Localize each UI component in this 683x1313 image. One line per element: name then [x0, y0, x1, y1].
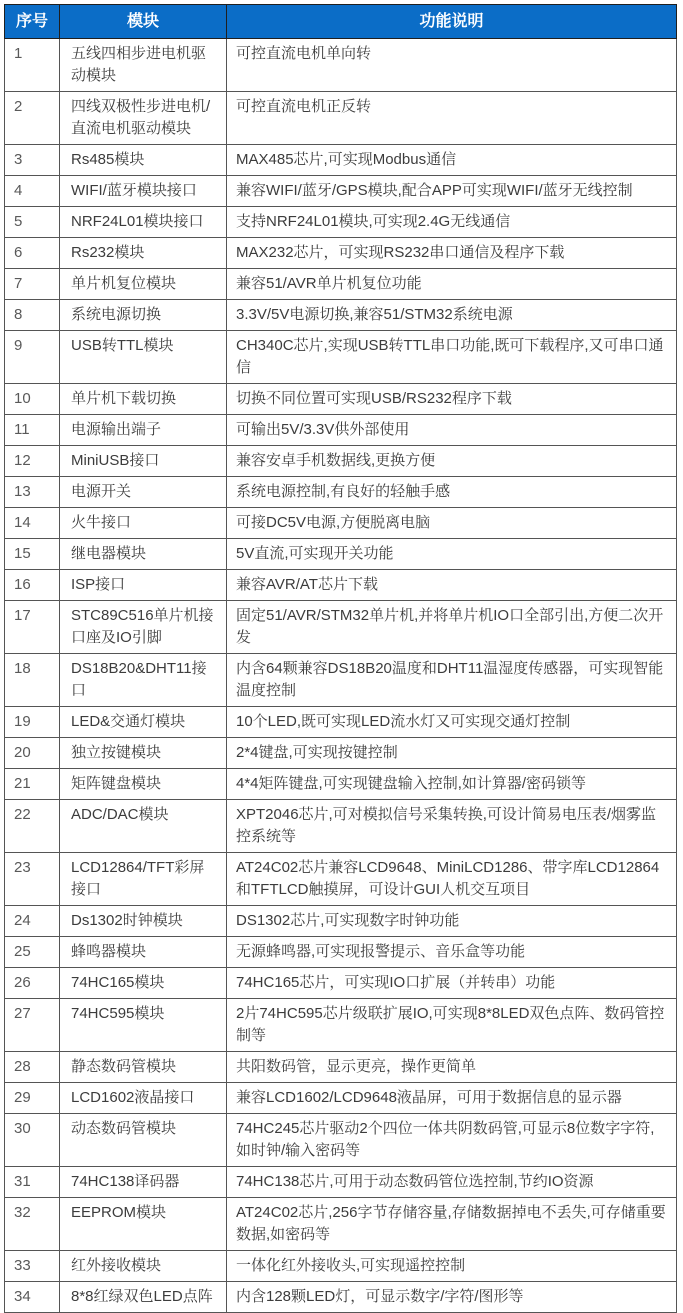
- function-description-cell: 一体化红外接收头,可实现遥控控制: [227, 1251, 677, 1282]
- module-name-cell: DS18B20&DHT11接口: [60, 654, 227, 707]
- row-index-cell: 23: [5, 853, 60, 906]
- function-description-cell: 3.3V/5V电源切换,兼容51/STM32系统电源: [227, 300, 677, 331]
- table-row: [5, 601, 677, 654]
- module-name-cell: 四线双极性步进电机/直流电机驱动模块: [60, 92, 227, 145]
- row-index-cell: 16: [5, 570, 60, 601]
- module-name-cell: 74HC165模块: [60, 968, 227, 999]
- module-name-cell: 矩阵键盘模块: [60, 769, 227, 800]
- row-index-cell: 30: [5, 1114, 60, 1167]
- function-description-cell: 内含128颗LED灯，可显示数字/字符/图形等: [227, 1282, 677, 1313]
- module-name-cell: 动态数码管模块: [60, 1114, 227, 1167]
- table-row: [5, 800, 677, 853]
- module-name-cell: LED&交通灯模块: [60, 707, 227, 738]
- table-row: [5, 707, 677, 738]
- column-header-index: 序号: [5, 5, 60, 39]
- table-row: [5, 1114, 677, 1167]
- module-name-cell: EEPROM模块: [60, 1198, 227, 1251]
- table-row: [5, 331, 677, 384]
- table-row: [5, 738, 677, 769]
- module-name-cell: Ds1302时钟模块: [60, 906, 227, 937]
- row-index-cell: 28: [5, 1052, 60, 1083]
- table-row: [5, 1083, 677, 1114]
- table-row: [5, 415, 677, 446]
- column-header-description: 功能说明: [227, 5, 677, 39]
- column-header-module: 模块: [60, 5, 227, 39]
- row-index-cell: 25: [5, 937, 60, 968]
- module-name-cell: LCD12864/TFT彩屏接口: [60, 853, 227, 906]
- table-row: [5, 853, 677, 906]
- module-name-cell: MiniUSB接口: [60, 446, 227, 477]
- module-name-cell: ISP接口: [60, 570, 227, 601]
- row-index-cell: 1: [5, 39, 60, 92]
- table-row: [5, 477, 677, 508]
- function-description-cell: 5V直流,可实现开关功能: [227, 539, 677, 570]
- table-row: [5, 207, 677, 238]
- table-row: [5, 1167, 677, 1198]
- table-header-row: [5, 5, 677, 39]
- function-description-cell: 系统电源控制,有良好的轻触手感: [227, 477, 677, 508]
- function-description-cell: 可接DC5V电源,方便脱离电脑: [227, 508, 677, 539]
- table-row: [5, 968, 677, 999]
- function-description-cell: 可控直流电机正反转: [227, 92, 677, 145]
- table-row: [5, 999, 677, 1052]
- module-name-cell: 静态数码管模块: [60, 1052, 227, 1083]
- table-row: [5, 1198, 677, 1251]
- function-description-cell: AT24C02芯片,256字节存储容量,存储数据掉电不丢失,可存储重要数据,如密码等: [227, 1198, 677, 1251]
- row-index-cell: 8: [5, 300, 60, 331]
- function-description-cell: 74HC245芯片驱动2个四位一体共阴数码管,可显示8位数字字符,如时钟/输入密码等: [227, 1114, 677, 1167]
- row-index-cell: 2: [5, 92, 60, 145]
- row-index-cell: 21: [5, 769, 60, 800]
- table-row: [5, 570, 677, 601]
- function-description-cell: 兼容LCD1602/LCD9648液晶屏，可用于数据信息的显示器: [227, 1083, 677, 1114]
- function-description-cell: 兼容安卓手机数据线,更换方便: [227, 446, 677, 477]
- module-name-cell: Rs232模块: [60, 238, 227, 269]
- row-index-cell: 18: [5, 654, 60, 707]
- row-index-cell: 26: [5, 968, 60, 999]
- function-description-cell: AT24C02芯片兼容LCD9648、MiniLCD1286、带字库LCD12864和TFTLCD触摸屏，可设计GUI人机交互项目: [227, 853, 677, 906]
- function-description-cell: 10个LED,既可实现LED流水灯又可实现交通灯控制: [227, 707, 677, 738]
- module-function-table: [4, 4, 677, 1313]
- table-row: [5, 539, 677, 570]
- row-index-cell: 33: [5, 1251, 60, 1282]
- function-description-cell: 74HC165芯片，可实现IO口扩展（并转串）功能: [227, 968, 677, 999]
- table-row: [5, 300, 677, 331]
- function-description-cell: 2*4键盘,可实现按键控制: [227, 738, 677, 769]
- row-index-cell: 15: [5, 539, 60, 570]
- row-index-cell: 7: [5, 269, 60, 300]
- row-index-cell: 17: [5, 601, 60, 654]
- function-description-cell: 内含64颗兼容DS18B20温度和DHT11温湿度传感器，可实现智能温度控制: [227, 654, 677, 707]
- row-index-cell: 10: [5, 384, 60, 415]
- module-name-cell: 独立按键模块: [60, 738, 227, 769]
- module-name-cell: WIFI/蓝牙模块接口: [60, 176, 227, 207]
- module-name-cell: 电源开关: [60, 477, 227, 508]
- module-name-cell: Rs485模块: [60, 145, 227, 176]
- module-name-cell: 系统电源切换: [60, 300, 227, 331]
- row-index-cell: 31: [5, 1167, 60, 1198]
- module-name-cell: 电源输出端子: [60, 415, 227, 446]
- table-row: [5, 384, 677, 415]
- table-row: [5, 446, 677, 477]
- table-row: [5, 176, 677, 207]
- row-index-cell: 19: [5, 707, 60, 738]
- function-description-cell: MAX485芯片,可实现Modbus通信: [227, 145, 677, 176]
- module-name-cell: 74HC138译码器: [60, 1167, 227, 1198]
- module-name-cell: STC89C516单片机接口座及IO引脚: [60, 601, 227, 654]
- table-row: [5, 508, 677, 539]
- module-name-cell: 74HC595模块: [60, 999, 227, 1052]
- function-description-cell: 共阳数码管，显示更亮，操作更简单: [227, 1052, 677, 1083]
- module-name-cell: 单片机下载切换: [60, 384, 227, 415]
- table-row: [5, 769, 677, 800]
- function-description-cell: 可输出5V/3.3V供外部使用: [227, 415, 677, 446]
- table-row: [5, 269, 677, 300]
- table-row: [5, 906, 677, 937]
- row-index-cell: 14: [5, 508, 60, 539]
- function-description-cell: 兼容WIFI/蓝牙/GPS模块,配合APP可实现WIFI/蓝牙无线控制: [227, 176, 677, 207]
- module-name-cell: NRF24L01模块接口: [60, 207, 227, 238]
- function-description-cell: XPT2046芯片,可对模拟信号采集转换,可设计简易电压表/烟雾监控系统等: [227, 800, 677, 853]
- function-description-cell: MAX232芯片，可实现RS232串口通信及程序下载: [227, 238, 677, 269]
- module-name-cell: 继电器模块: [60, 539, 227, 570]
- row-index-cell: 6: [5, 238, 60, 269]
- row-index-cell: 29: [5, 1083, 60, 1114]
- row-index-cell: 5: [5, 207, 60, 238]
- module-name-cell: ADC/DAC模块: [60, 800, 227, 853]
- table-body: [5, 39, 677, 1313]
- module-name-cell: 五线四相步进电机驱动模块: [60, 39, 227, 92]
- table-row: [5, 92, 677, 145]
- row-index-cell: 9: [5, 331, 60, 384]
- module-name-cell: LCD1602液晶接口: [60, 1083, 227, 1114]
- table-row: [5, 937, 677, 968]
- function-description-cell: 74HC138芯片,可用于动态数码管位选控制,节约IO资源: [227, 1167, 677, 1198]
- function-description-cell: 可控直流电机单向转: [227, 39, 677, 92]
- table-row: [5, 1251, 677, 1282]
- row-index-cell: 4: [5, 176, 60, 207]
- module-name-cell: 单片机复位模块: [60, 269, 227, 300]
- function-description-cell: 固定51/AVR/STM32单片机,并将单片机IO口全部引出,方便二次开发: [227, 601, 677, 654]
- function-description-cell: DS1302芯片,可实现数字时钟功能: [227, 906, 677, 937]
- row-index-cell: 32: [5, 1198, 60, 1251]
- row-index-cell: 13: [5, 477, 60, 508]
- function-description-cell: CH340C芯片,实现USB转TTL串口功能,既可下载程序,又可串口通信: [227, 331, 677, 384]
- table-row: [5, 654, 677, 707]
- row-index-cell: 3: [5, 145, 60, 176]
- module-name-cell: 8*8红绿双色LED点阵: [60, 1282, 227, 1313]
- row-index-cell: 24: [5, 906, 60, 937]
- row-index-cell: 34: [5, 1282, 60, 1313]
- table-row: [5, 1052, 677, 1083]
- function-description-cell: 无源蜂鸣器,可实现报警提示、音乐盒等功能: [227, 937, 677, 968]
- module-name-cell: USB转TTL模块: [60, 331, 227, 384]
- row-index-cell: 12: [5, 446, 60, 477]
- table-row: [5, 145, 677, 176]
- row-index-cell: 20: [5, 738, 60, 769]
- row-index-cell: 11: [5, 415, 60, 446]
- function-description-cell: 切换不同位置可实现USB/RS232程序下载: [227, 384, 677, 415]
- function-description-cell: 支持NRF24L01模块,可实现2.4G无线通信: [227, 207, 677, 238]
- table-row: [5, 39, 677, 92]
- module-name-cell: 火牛接口: [60, 508, 227, 539]
- function-description-cell: 2片74HC595芯片级联扩展IO,可实现8*8LED双色点阵、数码管控制等: [227, 999, 677, 1052]
- row-index-cell: 22: [5, 800, 60, 853]
- function-description-cell: 兼容51/AVR单片机复位功能: [227, 269, 677, 300]
- module-name-cell: 蜂鸣器模块: [60, 937, 227, 968]
- row-index-cell: 27: [5, 999, 60, 1052]
- function-description-cell: 4*4矩阵键盘,可实现键盘输入控制,如计算器/密码锁等: [227, 769, 677, 800]
- function-description-cell: 兼容AVR/AT芯片下载: [227, 570, 677, 601]
- table-row: [5, 1282, 677, 1313]
- module-name-cell: 红外接收模块: [60, 1251, 227, 1282]
- table-row: [5, 238, 677, 269]
